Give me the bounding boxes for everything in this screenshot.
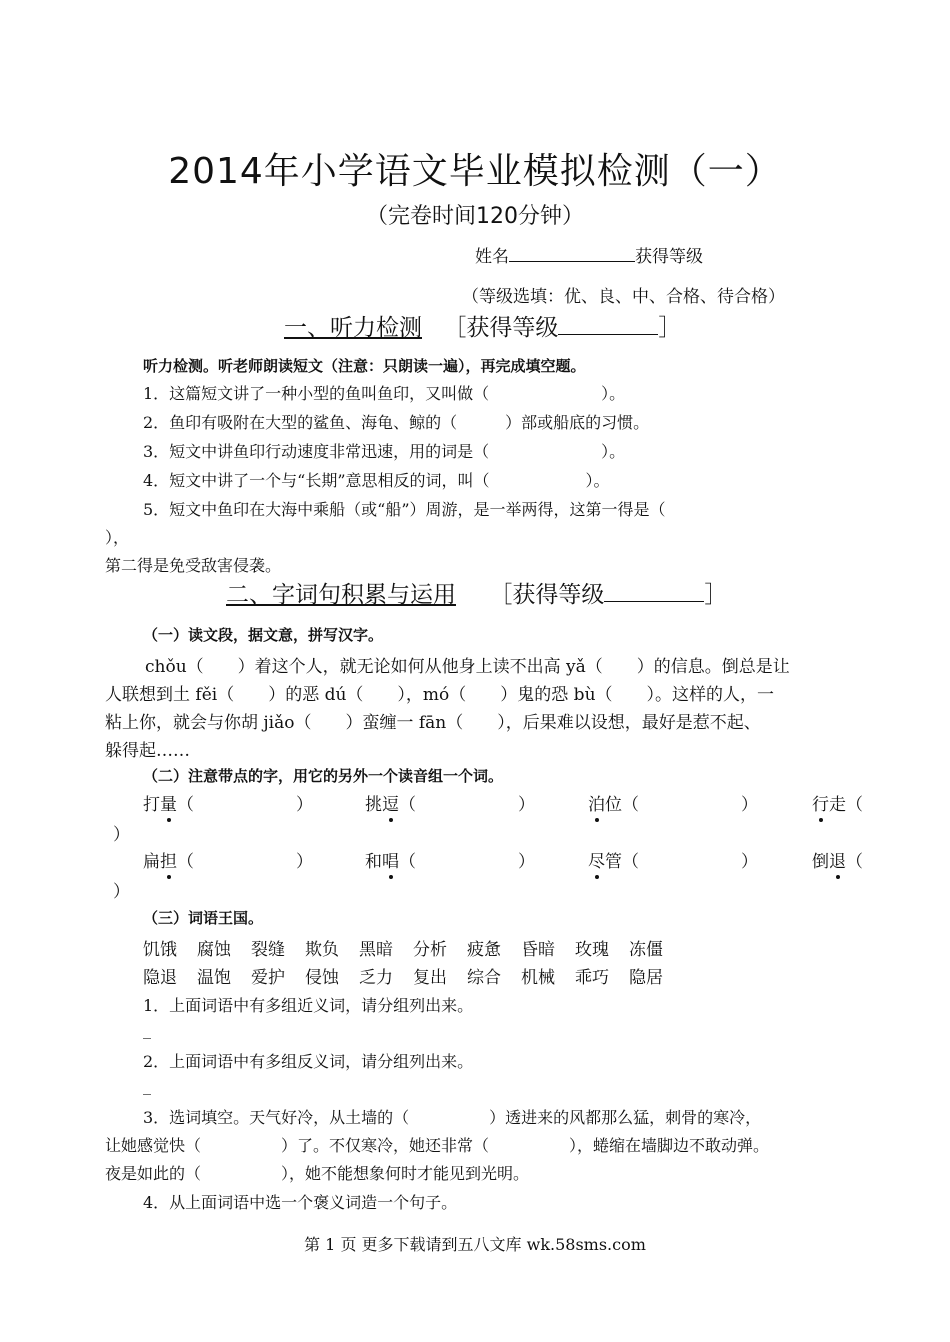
- polyphone-item-8: 倒退（: [812, 847, 863, 872]
- part1-line1: chǒu（ ）着这个人，就无论如何从他身上读不出高 yǎ（ ）的信息。倒总是让: [145, 657, 790, 677]
- grade-label: 获得等级: [635, 247, 703, 267]
- listening-q2: 2．鱼印有吸附在大型的鲨鱼、海龟、鲸的（ ）部或船底的习惯。: [143, 413, 650, 432]
- polyphone-item-2: 挑逗（ ）: [365, 790, 535, 815]
- word-list-row-2: [143, 963, 683, 988]
- polyphone-close-paren-1: ）: [113, 825, 130, 845]
- part1-line2: 人联想到土 fěi（ ）的恶 dú（ ），mó（ ）鬼的恐 bù（ ）。这样的人，一: [105, 685, 775, 705]
- word: 乖巧: [575, 968, 609, 988]
- section2-close-bracket: ］: [704, 582, 728, 608]
- page-subtitle: （完卷时间120分钟）: [366, 204, 584, 229]
- page-title: 2014年小学语文毕业模拟检测（一）: [168, 151, 782, 192]
- polyphone-item-3: 泊位（ ）: [588, 790, 758, 815]
- polyphone-item-7: 尽管（ ）: [588, 847, 758, 872]
- grade-options: （等级选填：优、良、中、合格、待合格）: [462, 287, 785, 307]
- part3-q2: 2．上面词语中有多组反义词，请分组列出来。: [143, 1052, 474, 1071]
- word: 分析: [413, 940, 447, 960]
- name-grade-line: [475, 242, 703, 267]
- name-label: 姓名: [475, 247, 509, 267]
- section2-title: 二、字词句积累与运用: [226, 582, 456, 608]
- section1-grade-blank[interactable]: [558, 333, 658, 335]
- word: 昏暗: [521, 940, 555, 960]
- word: 侵蚀: [305, 968, 339, 988]
- part3-heading: （三）词语王国。: [143, 909, 264, 927]
- listening-q5-line3: 第二得是免受敌害侵袭。: [105, 556, 282, 575]
- word: 爱护: [251, 968, 285, 988]
- listening-q5-line1: 5．短文中鱼印在大海中乘船（或“船”）周游，是一举两得，这第一得是（: [143, 500, 666, 519]
- part3-q2-answer-line[interactable]: _: [143, 1076, 151, 1095]
- polyphone-item-4: 行走（: [812, 790, 863, 815]
- part1-line3: 粘上你，就会与你胡 jiǎo（ ）蛮缠一 fān（ ），后果难以设想，最好是惹不起、: [105, 713, 761, 733]
- section1-grade-label: ［获得等级: [443, 315, 559, 341]
- part3-q1: 1．上面词语中有多组近义词，请分组列出来。: [143, 996, 474, 1015]
- word: 隐退: [143, 968, 177, 988]
- section1-close-bracket: ］: [658, 315, 682, 341]
- word: 综合: [467, 968, 501, 988]
- part3-q3-line3: 夜是如此的（ ），她不能想象何时才能见到光明。: [105, 1164, 530, 1183]
- name-blank[interactable]: [509, 260, 635, 262]
- word-list-row-1: [143, 935, 683, 960]
- part2-heading: （二）注意带点的字，用它的另外一个读音组一个词。: [143, 767, 504, 785]
- word: 玫瑰: [575, 940, 609, 960]
- part3-q3-line1: 3．选词填空。天气好冷，从土墙的（ ）透进来的风都那么猛，刺骨的寒冷，: [143, 1108, 762, 1127]
- polyphone-item-5: 扁担（ ）: [143, 847, 313, 872]
- part1-heading: （一）读文段，据文意，拼写汉字。: [143, 626, 384, 644]
- section1-instruction: 听力检测。听老师朗读短文（注意：只朗读一遍），再完成填空题。: [143, 357, 586, 375]
- section1-heading: [284, 309, 681, 342]
- page-footer: 第 1 页 更多下载请到五八文库 wk.58sms.com: [304, 1235, 646, 1254]
- word: 疲惫: [467, 940, 501, 960]
- section2-heading: [226, 576, 727, 609]
- word: 饥饿: [143, 940, 177, 960]
- listening-q3: 3．短文中讲鱼印行动速度非常迅速，用的词是（ ）。: [143, 442, 626, 461]
- word: 冻僵: [629, 940, 663, 960]
- listening-q4: 4．短文中讲了一个与“长期”意思相反的词，叫（ ）。: [143, 471, 610, 490]
- listening-q5-line2: ），: [105, 528, 130, 547]
- polyphone-item-6: 和唱（ ）: [365, 847, 535, 872]
- listening-q1: 1．这篇短文讲了一种小型的鱼叫鱼印，又叫做（ ）。: [143, 384, 626, 403]
- part3-q4: 4．从上面词语中选一个褒义词造一个句子。: [143, 1193, 458, 1212]
- part3-q3-line2: 让她感觉快（ ）了。不仅寒冷，她还非常（ ），蜷缩在墙脚边不敢动弹。: [105, 1136, 770, 1155]
- word: 温饱: [197, 968, 231, 988]
- part1-line4: 躲得起……: [105, 741, 190, 761]
- word: 腐蚀: [197, 940, 231, 960]
- section2-grade-blank[interactable]: [604, 600, 704, 602]
- word: 乏力: [359, 968, 393, 988]
- section1-title: 一、听力检测: [284, 315, 422, 341]
- part3-q1-answer-line[interactable]: _: [143, 1020, 151, 1039]
- word: 黑暗: [359, 940, 393, 960]
- word: 欺负: [305, 940, 339, 960]
- word: 复出: [413, 968, 447, 988]
- section2-grade-label: ［获得等级: [489, 582, 605, 608]
- word: 机械: [521, 968, 555, 988]
- word: 裂缝: [251, 940, 285, 960]
- polyphone-item-1: 打量（ ）: [143, 790, 313, 815]
- polyphone-close-paren-2: ）: [113, 882, 130, 902]
- word: 隐居: [629, 968, 663, 988]
